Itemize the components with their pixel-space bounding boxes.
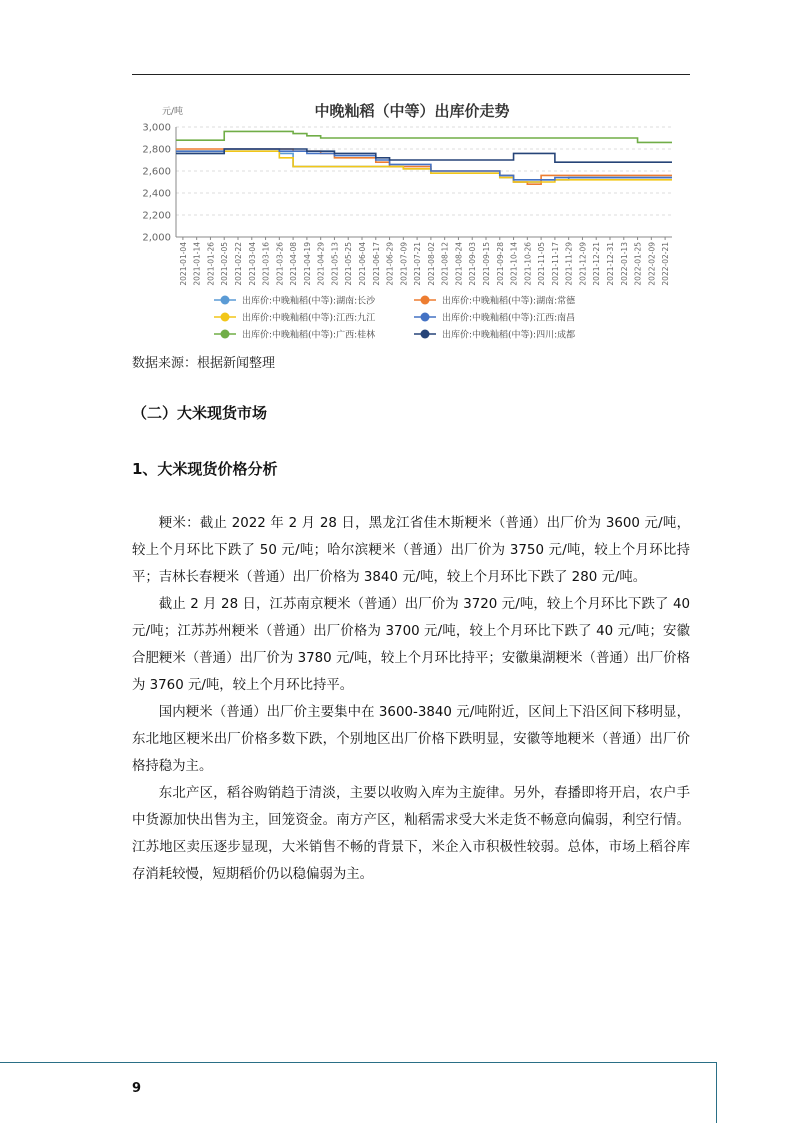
- x-tick-label: 2022-01-25: [633, 242, 643, 286]
- x-tick-label: 2021-01-26: [206, 242, 216, 286]
- x-tick-label: 2021-01-04: [178, 242, 188, 286]
- y-tick-label: 2,000: [142, 232, 171, 244]
- legend-entry: 出库价:中晚籼稻(中等):江西:九江: [242, 313, 376, 324]
- x-tick-label: 2021-10-26: [523, 242, 533, 286]
- x-tick-label: 2021-09-15: [482, 242, 491, 286]
- data-source-note: 数据来源：根据新闻整理: [132, 356, 276, 371]
- subsection-title: 1、大米现货价格分析: [132, 460, 278, 478]
- x-tick-label: 2021-05-25: [344, 242, 354, 286]
- x-tick-label: 2022-02-21: [661, 242, 671, 286]
- x-tick-label: 2021-02-05: [220, 242, 230, 286]
- y-tick-label: 2,400: [142, 188, 171, 200]
- x-tick-label: 2021-07-21: [413, 242, 423, 286]
- legend-entry: 出库价:中晚籼稻(中等):四川:成都: [442, 330, 576, 341]
- x-tick-label: 2021-10-14: [509, 242, 519, 286]
- legend-swatch-dot: [421, 296, 430, 305]
- x-tick-label: 2021-12-31: [606, 242, 615, 286]
- paragraph: 截止 2 月 28 日，江苏南京粳米（普通）出厂价为 3720 元/吨，较上个月环比下跌了 40 元/吨；江苏苏州粳米（普通）出厂价格为 3700 元/吨，较上个月环比下跌了 40 元/吨；安徽合肥粳米（普通）出厂价为 3780 元/吨，较上个月环比持平；安徽巢湖粳米（普通）出厂价格为 3760 元/吨，较上个月环比持平。: [132, 597, 690, 693]
- legend-swatch-dot: [421, 313, 430, 322]
- x-tick-label: 2021-11-05: [537, 242, 547, 286]
- y-tick-label: 3,000: [142, 122, 171, 134]
- x-tick-label: 2021-03-26: [275, 242, 285, 286]
- legend-swatch-dot: [421, 330, 430, 339]
- x-tick-label: 2021-01-14: [192, 242, 202, 286]
- x-tick-label: 2021-04-08: [289, 242, 299, 286]
- legend-entry: 出库价:中晚籼稻(中等):广西:桂林: [242, 330, 376, 341]
- x-tick-label: 2021-11-29: [564, 242, 574, 286]
- x-tick-label: 2021-12-21: [592, 242, 602, 286]
- body-text: [132, 510, 690, 888]
- chart-title: 中晚籼稻（中等）出库价走势: [314, 102, 510, 120]
- page-number: 9: [132, 1081, 142, 1096]
- x-tick-label: 2021-03-16: [261, 242, 271, 286]
- x-tick-label: 2021-06-17: [371, 242, 381, 286]
- x-tick-label: 2021-08-12: [440, 242, 450, 286]
- x-tick-label: 2021-06-29: [385, 242, 395, 286]
- x-tick-label: 2021-04-19: [302, 242, 312, 286]
- legend-swatch-dot: [221, 296, 230, 305]
- x-tick-label: 2022-01-13: [619, 242, 629, 286]
- legend-swatch-dot: [221, 330, 230, 339]
- x-tick-label: 2021-02-22: [234, 242, 243, 286]
- chart-unit-label: 元/吨: [162, 107, 184, 117]
- x-tick-label: 2021-09-28: [495, 242, 505, 286]
- series-line: [176, 149, 672, 184]
- paragraph: 东北产区，稻谷购销趋于清淡，主要以收购入库为主旋律。另外，春播即将开启，农户手中货源加快出售为主，回笼资金。南方产区，籼稻需求受大米走货不畅意向偏弱，利空行情。江苏地区卖压逐步显现，大米销售不畅的背景下，米企入市积极性较弱。总体，市场上稻谷库存消耗较慢，短期稻价仍以稳偏弱为主。: [132, 786, 690, 882]
- y-tick-label: 2,600: [142, 166, 171, 178]
- x-tick-label: 2021-12-09: [578, 242, 588, 286]
- chart-svg: [132, 92, 692, 344]
- y-tick-label: 2,800: [142, 144, 171, 156]
- x-tick-label: 2021-07-09: [399, 242, 409, 286]
- y-tick-label: 2,200: [142, 210, 171, 222]
- header-rule: [132, 74, 690, 75]
- footer-frame: [0, 1062, 717, 1123]
- x-tick-label: 2021-11-17: [550, 242, 560, 286]
- section-title: （二）大米现货市场: [132, 404, 268, 422]
- legend-entry: 出库价:中晚籼稻(中等):江西:南昌: [442, 313, 576, 324]
- paragraph: 粳米：截止 2022 年 2 月 28 日，黑龙江省佳木斯粳米（普通）出厂价为 3600 元/吨，较上个月环比下跌了 50 元/吨；哈尔滨粳米（普通）出厂价为 3750 元/吨，较上个月环比持平；吉林长春粳米（普通）出厂价格为 3840 元/吨，较上个月环比下跌了 280 元/吨。: [132, 516, 690, 585]
- legend-entry: 出库价:中晚籼稻(中等):湖南:常德: [442, 296, 576, 307]
- paragraph: 国内粳米（普通）出厂价主要集中在 3600-3840 元/吨附近，区间上下沿区间下移明显，东北地区粳米出厂价格多数下跌，个别地区出厂价格下跌明显，安徽等地粳米（普通）出厂价格持稳为主。: [132, 705, 690, 774]
- x-tick-label: 2021-05-13: [330, 242, 340, 286]
- x-tick-label: 2021-08-02: [426, 242, 436, 286]
- x-tick-label: 2021-03-04: [247, 242, 257, 286]
- series-line: [176, 131, 672, 142]
- x-tick-label: 2021-08-24: [454, 242, 464, 286]
- legend-entry: 出库价:中晚籼稻(中等):湖南:长沙: [242, 296, 376, 307]
- x-tick-label: 2022-02-09: [647, 242, 657, 286]
- legend-swatch-dot: [221, 313, 230, 322]
- x-tick-label: 2021-06-04: [358, 242, 367, 286]
- price-trend-chart: [132, 92, 692, 344]
- x-tick-label: 2021-04-29: [316, 242, 326, 286]
- x-tick-label: 2021-09-03: [468, 242, 478, 286]
